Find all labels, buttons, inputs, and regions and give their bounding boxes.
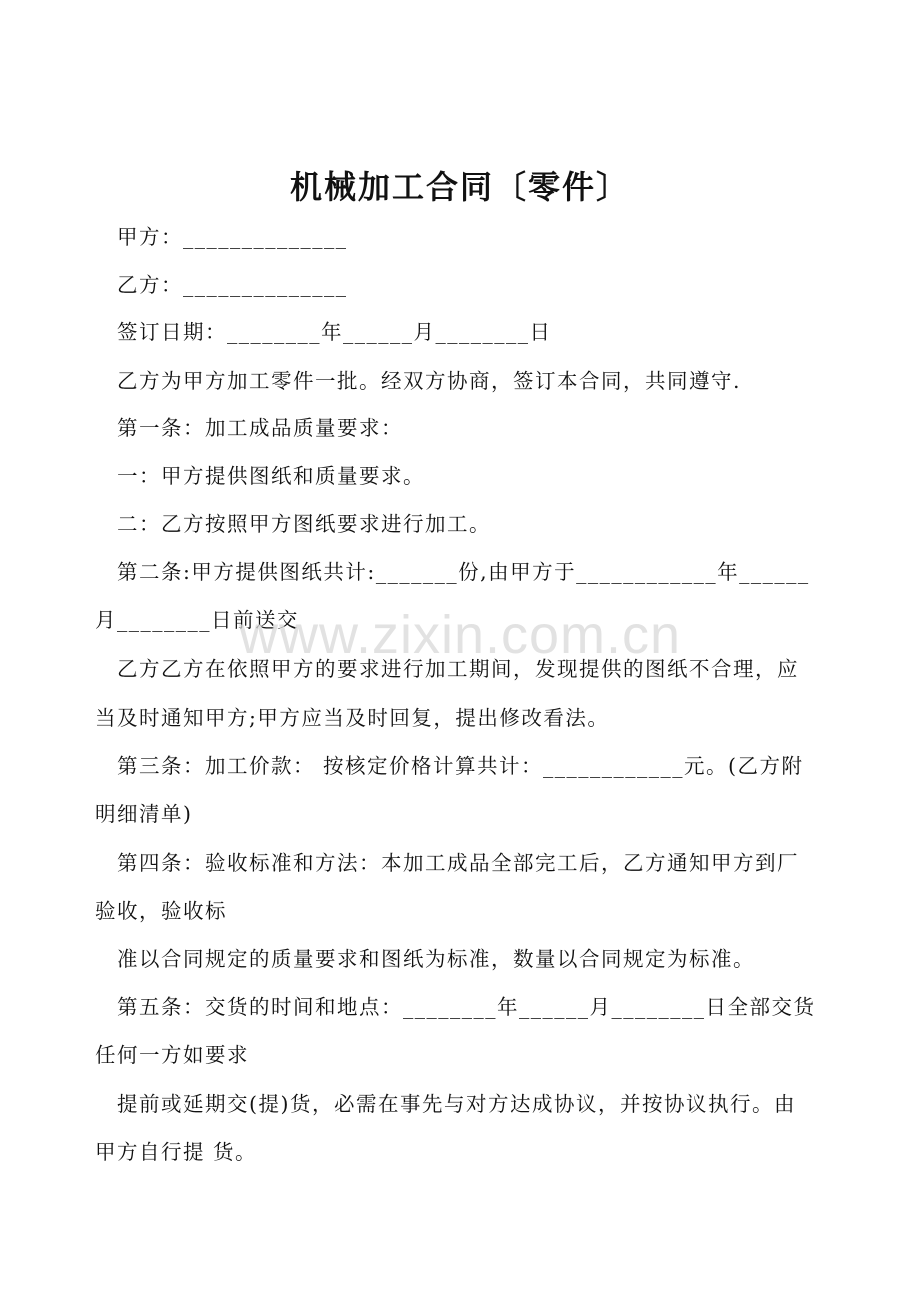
article-5-para-2-line-1: 提前或延期交(提)货，必需在事先与对方达成协议，并按协议执行。由 — [117, 1092, 796, 1116]
article-2-line-2: 月________日前送交 — [95, 608, 299, 632]
article-1-item-1: 一：甲方提供图纸和质量要求。 — [117, 464, 425, 488]
watermark: www.zixin.com.cn — [238, 605, 682, 665]
party-a-line: 甲方：______________ — [117, 225, 348, 249]
signing-date-line: 签订日期：________年______月________日 — [117, 320, 552, 344]
article-5-para-2-line-2: 甲方自行提 货。 — [95, 1140, 258, 1164]
article-5-line-2: 任何一方如要求 — [95, 1043, 249, 1067]
article-3-line-2: 明细清单) — [95, 802, 193, 826]
article-5-line-1: 第五条：交货的时间和地点：________年______月________日全部交货 — [117, 995, 816, 1019]
article-4-line-2: 验收，验收标 — [95, 899, 227, 923]
article-1-item-2: 二：乙方按照甲方图纸要求进行加工。 — [117, 512, 491, 536]
article-3-line-1: 第三条：加工价款： 按核定价格计算共计：____________元。(乙方附 — [117, 754, 804, 778]
article-4-para-2: 准以合同规定的质量要求和图纸为标准，数量以合同规定为标准。 — [117, 947, 755, 971]
document-title: 机械加工合同〔零件〕 — [289, 168, 630, 206]
article-1-heading: 第一条：加工成品质量要求： — [117, 416, 403, 440]
party-b-line: 乙方：______________ — [117, 273, 348, 297]
article-2-para-2-line-1: 乙方乙方在依照甲方的要求进行加工期间，发现提供的图纸不合理，应 — [117, 657, 799, 681]
article-2-line-1: 第二条:甲方提供图纸共计:_______份,由甲方于____________年______ — [117, 560, 810, 584]
intro-paragraph: 乙方为甲方加工零件一批。经双方协商，签订本合同，共同遵守. — [117, 369, 742, 393]
article-4-line-1: 第四条：验收标准和方法：本加工成品全部完工后，乙方通知甲方到厂 — [117, 851, 799, 875]
article-2-para-2-line-2: 当及时通知甲方;甲方应当及时回复，提出修改看法。 — [95, 706, 610, 730]
